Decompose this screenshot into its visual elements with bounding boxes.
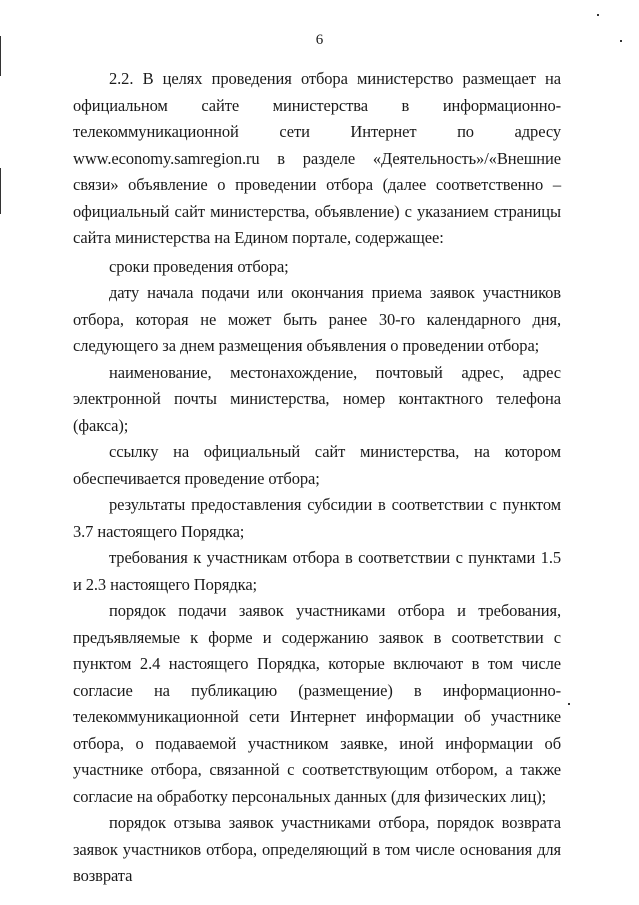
list-item: сроки проведения отбора; [109, 256, 289, 276]
list-item: порядок подачи заявок участниками отбора и требования, предъявляемые к форме и содержанию заявок в соответствии с пунктом 2.4 настоящего Порядка, которые включают в том числе согласие на публикацию (размещение) в информационно-телекоммуникационной сети Интернет информации об участнике отбора, о подаваемой участником заявке, иной информации об участнике отбора, связанной с соответствующим отбором, а также согласие на обработку персональных данных (для физических лиц); [73, 601, 561, 806]
scan-dot [597, 14, 599, 16]
scan-edge-mark [0, 168, 1, 214]
list-item: дату начала подачи или окончания приема заявок участников отбора, которая не может быть ранее 30-го календарного дня, следующего за днем размещения объявления о проведении отбора; [73, 283, 561, 355]
page-number: 6 [315, 32, 324, 48]
scan-dot [568, 703, 570, 705]
list-item: ссылку на официальный сайт министерства, на котором обеспечивается проведение отбора; [73, 442, 561, 488]
scan-dot [620, 40, 622, 42]
list-item: порядок отзыва заявок участниками отбора, порядок возврата заявок участников отбора, определяющий в том числе основания для возврата [73, 813, 561, 885]
scan-edge-mark [0, 36, 1, 76]
list-item: требования к участникам отбора в соответствии с пунктами 1.5 и 2.3 настоящего Порядка; [73, 548, 561, 594]
document-body [73, 66, 561, 890]
list-item: результаты предоставления субсидии в соответствии с пунктом 3.7 настоящего Порядка; [73, 495, 561, 541]
list-item: наименование, местонахождение, почтовый адрес, адрес электронной почты министерства, номер контактного телефона (факса); [73, 362, 561, 435]
paragraph-2-2: 2.2. В целях проведения отбора министерство размещает на официальном сайте министерства в информационно-телекоммуникационной сети Интернет по адресу www.economy.samregion.ru в разделе «Деятельность»/«Внешние связи» объявление о проведении отбора (далее соответственно – официальный сайт министерства, объявление) с указанием страницы сайта министерства на Едином портале, содержащее: [73, 69, 561, 247]
